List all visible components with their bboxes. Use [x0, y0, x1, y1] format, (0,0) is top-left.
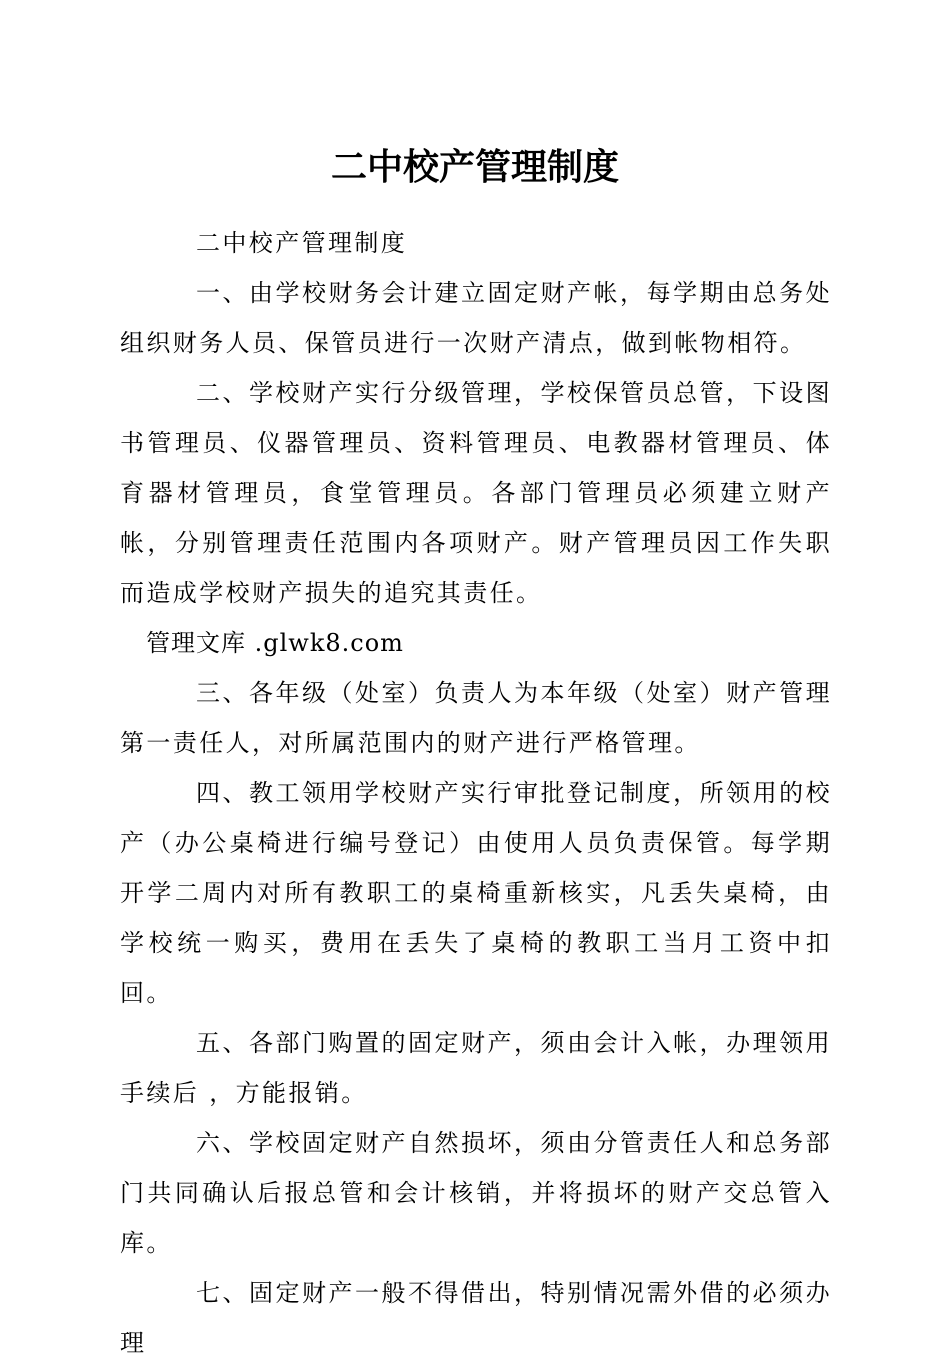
paragraph-subtitle: 二中校产管理制度: [196, 229, 408, 257]
document-body: [120, 218, 832, 1368]
paragraph-item-5: 五、各部门购置的固定财产，须由会计入帐，办理领用手续后 ，方能报销。: [120, 1029, 832, 1107]
paragraph-item-7: 七、固定财产一般不得借出，特别情况需外借的必须办理: [120, 1279, 832, 1357]
paragraph-item-1: 一、由学校财务会计建立固定财产帐，每学期由总务处组织财务人员、保管员进行一次财产清点，做到帐物相符。: [120, 279, 832, 357]
paragraph-item-3: 三、各年级（处室）负责人为本年级（处室）财产管理第一责任人，对所属范围内的财产进行严格管理。: [120, 679, 832, 757]
paragraph-source-note: 管理文库 .glwk8.com: [146, 629, 404, 657]
paragraph-item-4: 四、教工领用学校财产实行审批登记制度，所领用的校产（办公桌椅进行编号登记）由使用人员负责保管。每学期开学二周内对所有教职工的桌椅重新核实，凡丢失桌椅，由学校统一购买，费用在丢失了桌椅的教职工当月工资中扣回。: [120, 779, 832, 1007]
paragraph-item-6: 六、学校固定财产自然损坏，须由分管责任人和总务部门共同确认后报总管和会计核销，并将损坏的财产交总管入库。: [120, 1129, 832, 1257]
paragraph-item-2: 二、学校财产实行分级管理，学校保管员总管，下设图书管理员、仪器管理员、资料管理员、电教器材管理员、体育器材管理员，食堂管理员。各部门管理员必须建立财产帐，分别管理责任范围内各项财产。财产管理员因工作失职而造成学校财产损失的追究其责任。: [120, 379, 832, 607]
document-title: 二中校产管理制度: [330, 146, 619, 188]
